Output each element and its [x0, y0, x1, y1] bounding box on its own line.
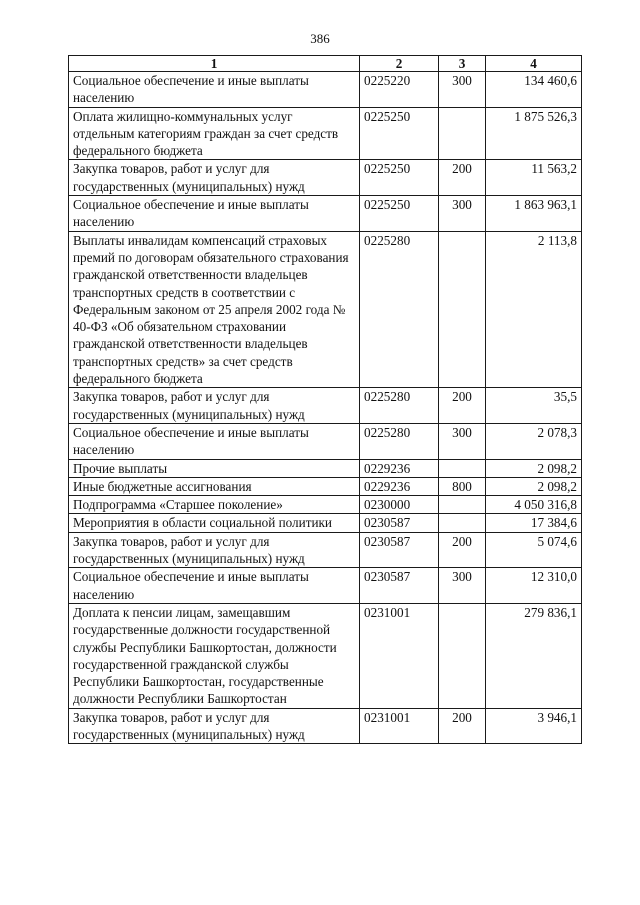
cell-amount: 2 078,3: [486, 423, 582, 459]
cell-code: 0225250: [360, 196, 439, 232]
cell-name: Оплата жилищно-коммунальных услуг отдельным категориям граждан за счет средств федерального бюджета: [69, 107, 360, 160]
budget-table: [68, 55, 582, 744]
cell-name: Подпрограмма «Старшее поколение»: [69, 496, 360, 514]
cell-name: Социальное обеспечение и иные выплаты населению: [69, 196, 360, 232]
cell-code: 0229236: [360, 459, 439, 477]
cell-amount: 17 384,6: [486, 514, 582, 532]
table-row: [69, 72, 582, 108]
table-row: [69, 107, 582, 160]
cell-code: 0225250: [360, 107, 439, 160]
cell-name: Иные бюджетные ассигнования: [69, 477, 360, 495]
cell-amount: 11 563,2: [486, 160, 582, 196]
cell-code: 0230587: [360, 568, 439, 604]
cell-expense-type: 300: [439, 568, 486, 604]
header-col-1: 1: [69, 56, 360, 72]
table-row: [69, 423, 582, 459]
cell-expense-type: [439, 459, 486, 477]
cell-expense-type: [439, 231, 486, 388]
cell-expense-type: [439, 496, 486, 514]
cell-expense-type: 200: [439, 532, 486, 568]
cell-expense-type: 300: [439, 72, 486, 108]
cell-name: Доплата к пенсии лицам, замещавшим государственные должности государственной службы Республики Башкортостан, должности государственной гражданской службы Республики Башкортостан, государственные должности Республики Башкортостан: [69, 603, 360, 708]
cell-expense-type: [439, 603, 486, 708]
cell-amount: 1 875 526,3: [486, 107, 582, 160]
cell-amount: 2 098,2: [486, 459, 582, 477]
table-row: [69, 459, 582, 477]
cell-name: Прочие выплаты: [69, 459, 360, 477]
table-row: [69, 231, 582, 388]
cell-code: 0225280: [360, 423, 439, 459]
cell-expense-type: 200: [439, 388, 486, 424]
cell-amount: 4 050 316,8: [486, 496, 582, 514]
cell-amount: 35,5: [486, 388, 582, 424]
cell-code: 0230587: [360, 532, 439, 568]
cell-expense-type: 800: [439, 477, 486, 495]
cell-amount: 3 946,1: [486, 708, 582, 744]
cell-expense-type: 300: [439, 196, 486, 232]
cell-name: Социальное обеспечение и иные выплаты населению: [69, 568, 360, 604]
cell-code: 0225220: [360, 72, 439, 108]
cell-name: Социальное обеспечение и иные выплаты населению: [69, 72, 360, 108]
cell-code: 0225280: [360, 231, 439, 388]
page-number: 386: [310, 31, 330, 46]
cell-code: 0231001: [360, 603, 439, 708]
cell-code: 0225280: [360, 388, 439, 424]
cell-amount: 12 310,0: [486, 568, 582, 604]
cell-code: 0230000: [360, 496, 439, 514]
table-row: [69, 532, 582, 568]
table-row: [69, 196, 582, 232]
header-row: [69, 56, 582, 72]
cell-expense-type: 200: [439, 708, 486, 744]
table-row: [69, 388, 582, 424]
header-col-4: 4: [486, 56, 582, 72]
cell-name: Мероприятия в области социальной политики: [69, 514, 360, 532]
cell-expense-type: 300: [439, 423, 486, 459]
cell-name: Закупка товаров, работ и услуг для государственных (муниципальных) нужд: [69, 160, 360, 196]
cell-amount: 279 836,1: [486, 603, 582, 708]
cell-name: Социальное обеспечение и иные выплаты населению: [69, 423, 360, 459]
cell-expense-type: [439, 514, 486, 532]
cell-amount: 1 863 963,1: [486, 196, 582, 232]
cell-amount: 2 113,8: [486, 231, 582, 388]
header-col-3: 3: [439, 56, 486, 72]
table-header: [69, 56, 582, 72]
table-body: [69, 72, 582, 744]
table-row: [69, 603, 582, 708]
table-row: [69, 477, 582, 495]
cell-amount: 5 074,6: [486, 532, 582, 568]
cell-amount: 134 460,6: [486, 72, 582, 108]
cell-name: Закупка товаров, работ и услуг для государственных (муниципальных) нужд: [69, 708, 360, 744]
cell-code: 0231001: [360, 708, 439, 744]
table-row: [69, 568, 582, 604]
table-row: [69, 514, 582, 532]
cell-expense-type: [439, 107, 486, 160]
cell-name: Закупка товаров, работ и услуг для государственных (муниципальных) нужд: [69, 388, 360, 424]
cell-code: 0225250: [360, 160, 439, 196]
cell-amount: 2 098,2: [486, 477, 582, 495]
table-row: [69, 496, 582, 514]
header-col-2: 2: [360, 56, 439, 72]
cell-code: 0230587: [360, 514, 439, 532]
cell-expense-type: 200: [439, 160, 486, 196]
cell-name: Закупка товаров, работ и услуг для государственных (муниципальных) нужд: [69, 532, 360, 568]
cell-name: Выплаты инвалидам компенсаций страховых премий по договорам обязательного страхования гражданской ответственности владельцев транспортных средств в соответствии с Федеральным законом от 25 апреля 2002 года № 40-ФЗ «Об обязательном страховании гражданской ответственности владельцев транспортных средств» за счет средств федерального бюджета: [69, 231, 360, 388]
table-row: [69, 160, 582, 196]
table-row: [69, 708, 582, 744]
cell-code: 0229236: [360, 477, 439, 495]
